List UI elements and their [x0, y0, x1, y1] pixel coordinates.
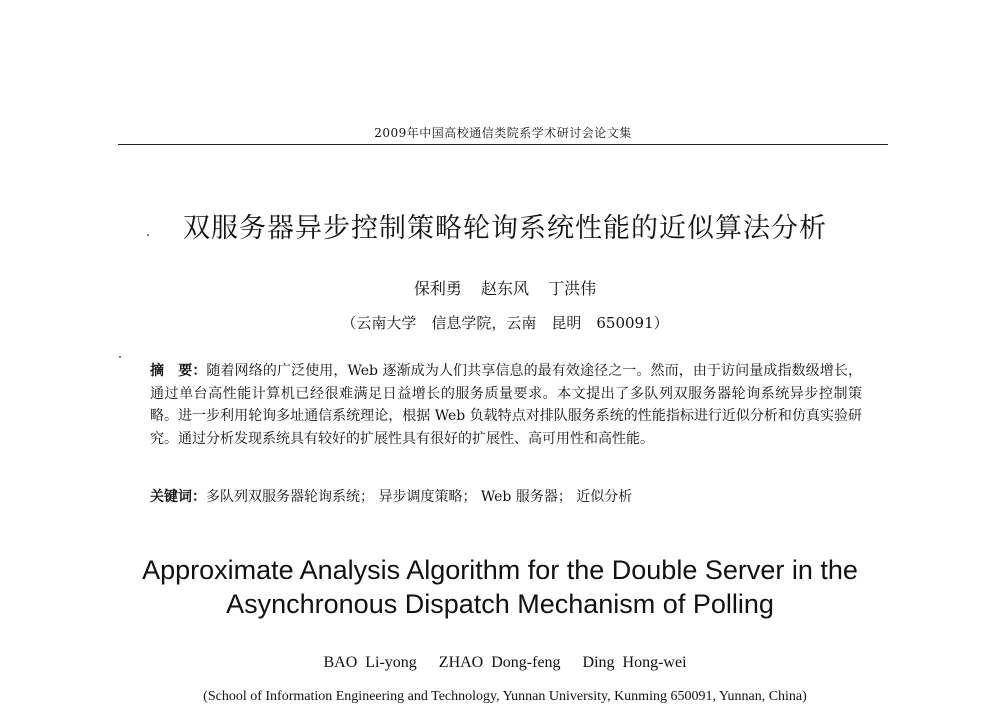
author-en: ZHAO Dong-feng [438, 654, 561, 671]
abstract-label: 摘 要： [150, 363, 207, 379]
paper-title-en [80, 553, 920, 621]
author-en: BAO Li-yong [323, 654, 417, 671]
affiliation-en: (School of Information Engineering and Technology, Yunnan University, Kunming 650091, Yunnan, China) [203, 689, 807, 704]
running-header: 2009年中国高校通信类院系学术研讨会论文集 [374, 126, 632, 140]
keywords-label: 关键词： [150, 489, 206, 505]
author-en: Ding Hong-wei [582, 654, 687, 671]
scan-speck [119, 356, 121, 358]
paper-title-en-line: Approximate Analysis Algorithm for the Double Server in the [142, 555, 858, 585]
author-cn: 赵东风 [480, 279, 529, 298]
authors-en [100, 654, 910, 672]
paper-title-en-line: Asynchronous Dispatch Mechanism of Polling [226, 589, 774, 619]
keywords-text: 多队列双服务器轮询系统； 异步调度策略； Web 服务器； 近似分析 [206, 489, 633, 505]
authors-cn [100, 276, 910, 299]
scan-speck [147, 234, 149, 236]
author-cn: 丁洪伟 [548, 279, 597, 298]
abstract-text: 随着网络的广泛使用，Web 逐渐成为人们共享信息的最有效途径之一。然而，由于访问量成指数级增长，通过单台高性能计算机已经很难满足日益增长的服务质量要求。本文提出了多队列双服务器轮询系统异步控制策略。进一步利用轮询多址通信系统理论，根据 Web 负载特点对排队服务系统的性能指标进行近似分析和仿真实验研究。通过分析发现系统具有较好的扩展性具有很好的扩展性、高可用性和高性能。 [150, 363, 862, 447]
paper-title-cn: 双服务器异步控制策略轮询系统性能的近似算法分析 [183, 213, 827, 244]
author-cn: 保利勇 [413, 279, 462, 298]
keywords-cn [150, 486, 862, 506]
affiliation-cn: （云南大学 信息学院，云南 昆明 650091） [341, 314, 669, 332]
abstract-cn [150, 360, 862, 450]
header-rule [118, 144, 888, 145]
